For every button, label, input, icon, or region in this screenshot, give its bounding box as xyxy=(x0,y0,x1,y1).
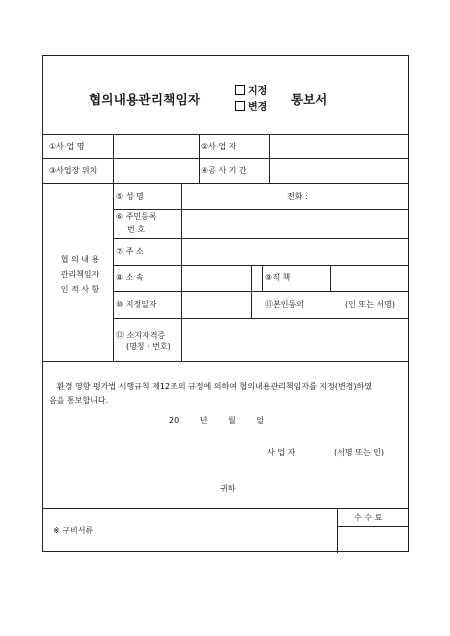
fee-field[interactable] xyxy=(338,527,407,551)
option-designate[interactable] xyxy=(235,82,267,97)
checkbox-icon[interactable] xyxy=(235,85,245,95)
business-location-field[interactable] xyxy=(114,159,198,182)
consent-note: (인 또는 서명) xyxy=(345,300,395,309)
addressee: 귀하 xyxy=(220,484,236,493)
phone-label: 전화 : xyxy=(287,192,308,201)
affiliation-field[interactable] xyxy=(182,266,250,290)
checkbox-icon[interactable] xyxy=(235,101,245,111)
option-label: 변경 xyxy=(248,102,268,113)
license-field[interactable] xyxy=(182,319,407,360)
name-label: ⑤ 성 명 xyxy=(116,192,144,201)
statement-line-1: 환경 영향 평가법 시행규칙 제12조의 규정에 의하여 협의내용관리책임자를 지정(변경)하였 xyxy=(57,382,372,391)
affiliation-label: ⑧ 소 속 xyxy=(116,273,144,282)
section-label-line: 인 적 사 항 xyxy=(60,285,100,294)
position-label: ⑨직 책 xyxy=(265,273,291,282)
signer-label: 사 업 자 xyxy=(267,448,296,457)
address-label: ⑦ 주 소 xyxy=(116,247,144,256)
consent-label: ⑪본인동의 xyxy=(265,300,304,309)
address-field[interactable] xyxy=(182,239,407,264)
license-label-2: (명칭 · 번호) xyxy=(126,342,171,351)
fee-label: 수 수 료 xyxy=(354,513,383,522)
notice-word: 통보서 xyxy=(291,92,328,107)
construction-period-label: ④공 사 기 간 xyxy=(201,166,247,175)
position-field[interactable] xyxy=(331,266,407,290)
resident-number-field[interactable] xyxy=(182,210,407,237)
operator-field[interactable] xyxy=(270,135,407,157)
name-field[interactable] xyxy=(182,184,407,208)
section-label-line: 관리책임자 xyxy=(60,270,100,279)
form-title: 협의내용관리책임자 xyxy=(89,92,201,107)
statement-line-2: 음을 통보합니다. xyxy=(49,396,109,405)
license-label: ⑫ 소지자격증 xyxy=(116,331,166,340)
signer-note: (서명 또는 인) xyxy=(334,448,384,457)
construction-period-field[interactable] xyxy=(270,159,407,182)
section-label xyxy=(49,252,111,297)
appointment-date-label: ⑩ 지정일자 xyxy=(116,300,157,309)
business-name-field[interactable] xyxy=(114,135,198,157)
option-label: 지정 xyxy=(248,86,268,97)
appointment-date-field[interactable] xyxy=(182,292,250,317)
option-change[interactable] xyxy=(235,98,267,113)
resident-number-label-2: 번 호 xyxy=(127,225,145,234)
date-line: 20 년 월 일 xyxy=(169,416,264,425)
attachments-label: ※ 구비서류 xyxy=(53,526,94,535)
business-location-label: ③사업장 위치 xyxy=(49,166,98,175)
operator-label: ②사 업 자 xyxy=(201,142,237,151)
notification-form xyxy=(42,55,409,552)
business-name-label: ①사 업 명 xyxy=(49,142,85,151)
section-label-line: 협 의 내 용 xyxy=(60,255,100,264)
resident-number-label: ⑥ 주민등록 xyxy=(116,212,157,221)
